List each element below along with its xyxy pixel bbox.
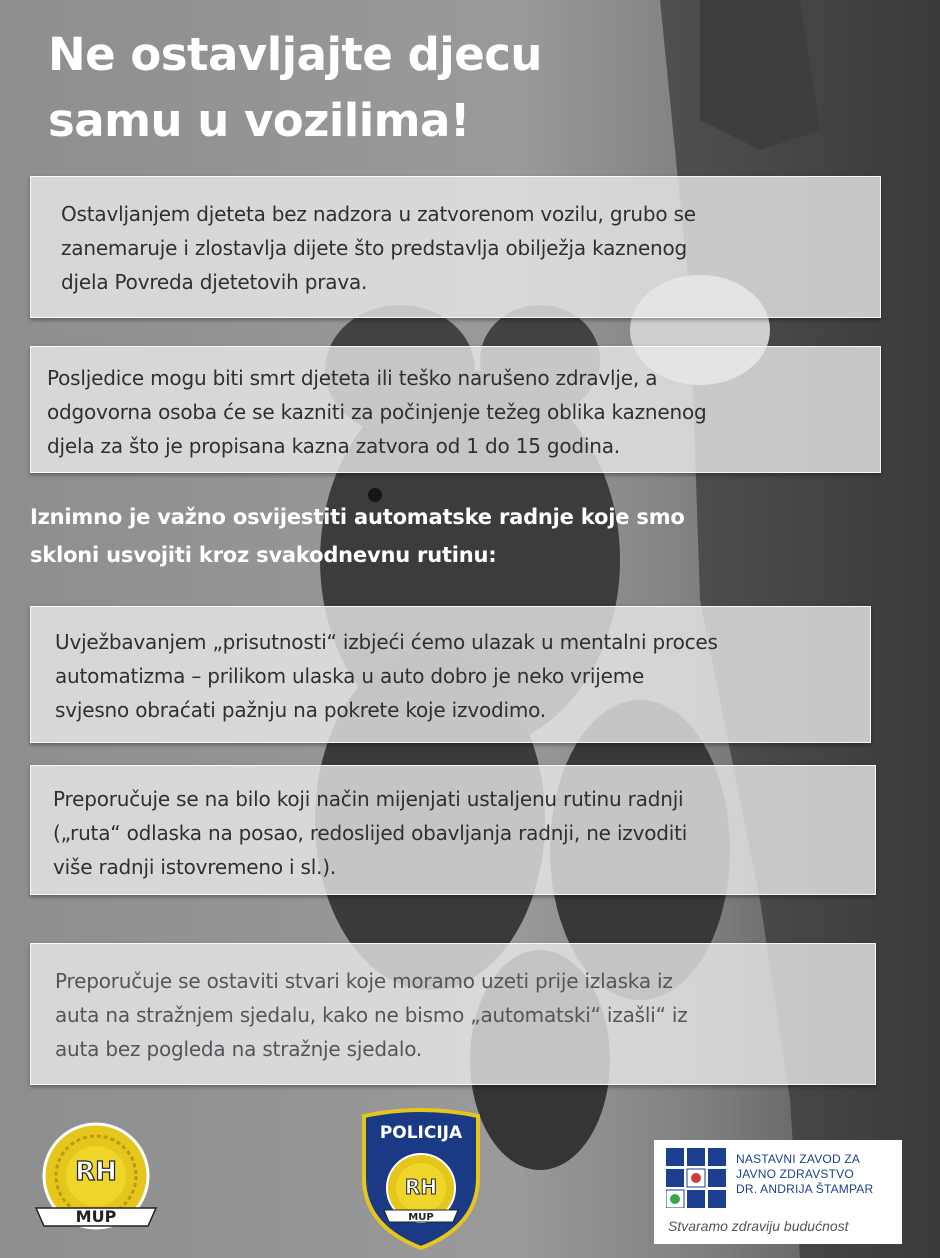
- box-line: automatizma – prilikom ulaska u auto dobro je neko vrijeme: [55, 664, 645, 688]
- mup-badge-top-text: RH: [75, 1157, 117, 1187]
- box-line: Preporučuje se na bilo koji način mijenjati ustaljenu rutinu radnji: [53, 787, 684, 811]
- box-line: djela za što je propisana kazna zatvora od 1 do 15 godina.: [47, 434, 620, 458]
- tip-box-back-seat: [30, 943, 876, 1085]
- mup-badge-logo: [30, 1120, 162, 1238]
- box-line: odgovorna osoba će se kazniti za počinjenje težeg oblika kaznenog: [47, 400, 707, 424]
- info-box-consequences: [30, 346, 881, 473]
- institute-name-line-1: NASTAVNI ZAVOD ZA: [736, 1152, 861, 1166]
- box-line: auta bez pogleda na stražnje sjedalo.: [55, 1037, 423, 1061]
- box-line: zanemaruje i zlostavlja dijete što predstavlja obilježja kaznenog: [61, 236, 688, 260]
- box-line: auta na stražnjem sjedalu, kako ne bismo „automatski“ izašli“ iz: [55, 1003, 688, 1027]
- info-box-neglect: [30, 176, 881, 318]
- police-shield-banner: POLICIJA: [379, 1123, 463, 1143]
- box-line: Ostavljanjem djeteta bez nadzora u zatvorenom vozilu, grubo se: [61, 202, 696, 226]
- highlight-line-1: Iznimno je važno osvijestiti automatske radnje koje smo: [30, 505, 685, 529]
- page-title: [48, 22, 668, 154]
- police-shield-top-text: RH: [404, 1175, 438, 1199]
- box-line: Posljedice mogu biti smrt djeteta ili teško narušeno zdravlje, a: [47, 366, 658, 390]
- box-line: Uvježbavanjem „prisutnosti“ izbjeći ćemo ulazak u mentalni proces: [55, 630, 718, 654]
- box-line: svjesno obraćati pažnju na pokrete koje izvodimo.: [55, 698, 546, 722]
- highlight-heading: [30, 498, 910, 574]
- box-line: Preporučuje se ostaviti stvari koje moramo uzeti prije izlaska iz: [55, 969, 673, 993]
- mup-badge-bottom-text: MUP: [75, 1207, 117, 1226]
- institute-name-line-2: JAVNO ZDRAVSTVO: [736, 1167, 854, 1181]
- tip-box-routine: [30, 765, 876, 895]
- box-line: („ruta“ odlaska na posao, redoslijed obavljanja radnji, ne izvoditi: [53, 821, 688, 845]
- title-line-2: samu u vozilima!: [48, 94, 470, 147]
- tip-box-presence: [30, 606, 871, 743]
- title-line-1: Ne ostavljajte djecu: [48, 28, 542, 81]
- institute-grid-icon: [666, 1148, 726, 1208]
- institute-slogan: Stvaramo zdraviju budućnost: [668, 1218, 849, 1234]
- box-line: djela Povreda djetetovih prava.: [61, 270, 368, 294]
- police-shield-bottom-text: MUP: [408, 1212, 434, 1223]
- institute-logo: [654, 1140, 902, 1244]
- institute-name-line-3: DR. ANDRIJA ŠTAMPAR: [736, 1182, 874, 1196]
- police-shield-logo: [360, 1108, 482, 1252]
- highlight-line-2: skloni usvojiti kroz svakodnevnu rutinu:: [30, 543, 497, 567]
- institute-name: [736, 1152, 873, 1197]
- box-line: više radnji istovremeno i sl.).: [53, 855, 337, 879]
